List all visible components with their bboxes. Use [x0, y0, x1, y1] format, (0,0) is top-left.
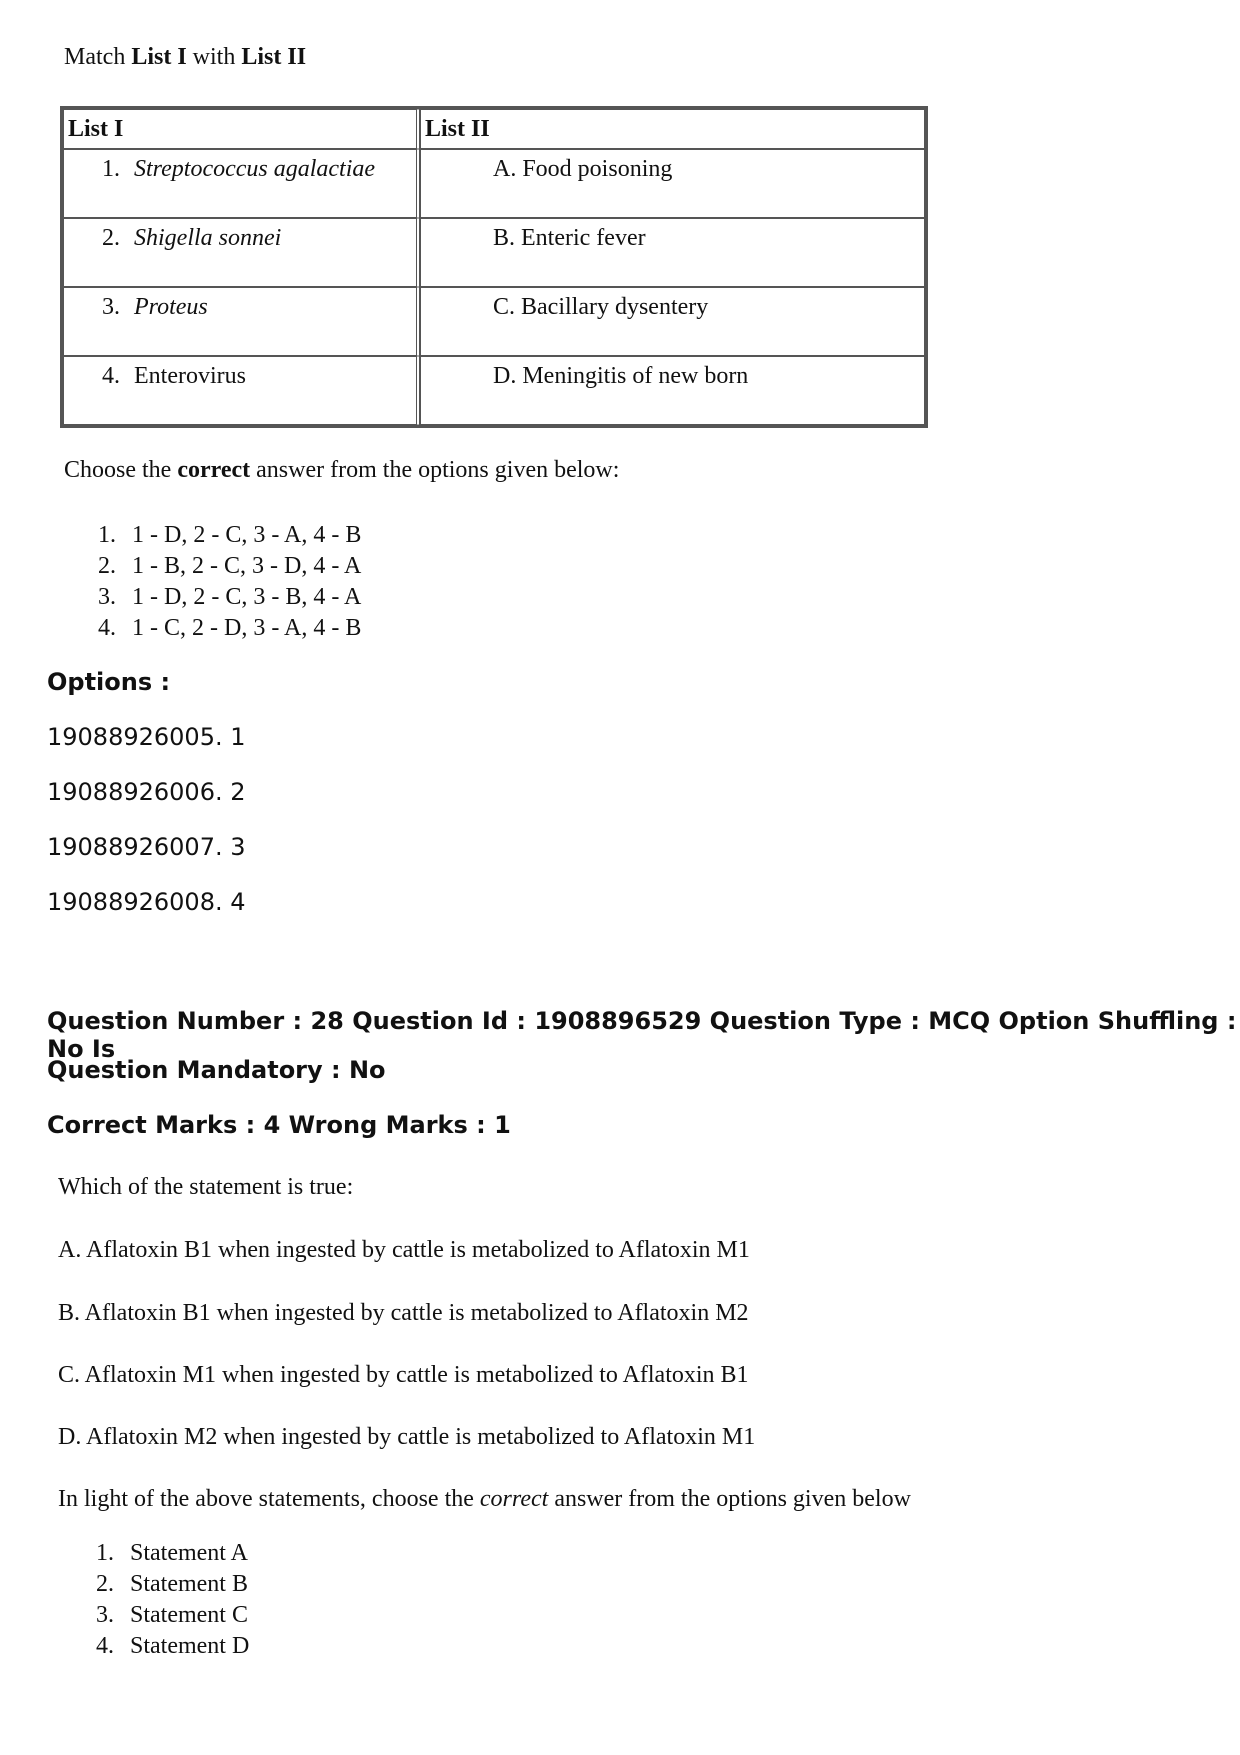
statement-c: C. Aflatoxin M1 when ingested by cattle is metabolized to Aflatoxin B1 — [58, 1362, 749, 1388]
table-row — [63, 149, 925, 218]
item-text: 1 - D, 2 - C, 3 - B, 4 - A — [132, 584, 362, 610]
item-number: 4. — [96, 1633, 114, 1659]
list-two-cell — [420, 287, 925, 356]
marks-line: Correct Marks : 4 Wrong Marks : 1 — [47, 1111, 511, 1139]
choose-bold-word: correct — [177, 457, 251, 483]
list-one-cell — [63, 356, 420, 425]
table-row — [63, 356, 925, 425]
list-one-cell — [63, 287, 420, 356]
item-text: Statement B — [130, 1571, 248, 1597]
statement-a: A. Aflatoxin B1 when ingested by cattle is metabolized to Aflatoxin M1 — [58, 1237, 750, 1263]
disease-name: C. Bacillary dysentery — [493, 294, 709, 320]
question-meta-line: Question Number : 28 Question Id : 1908896529 Question Type : MCQ Option Shuffling : No Is — [47, 1007, 1237, 1063]
intro-list-one: List I — [131, 44, 187, 70]
item-text: 1 - B, 2 - C, 3 - D, 4 - A — [132, 553, 362, 579]
list-item — [96, 1631, 249, 1662]
option-1[interactable]: 19088926005. 1 — [47, 723, 246, 751]
list-item — [98, 582, 361, 613]
intro-prefix: Match — [64, 44, 132, 70]
row-number: 1. — [102, 156, 120, 182]
question-intro — [64, 44, 306, 71]
table-header-row — [63, 109, 925, 149]
item-number: 2. — [98, 553, 116, 579]
item-text: 1 - C, 2 - D, 3 - A, 4 - B — [132, 615, 362, 641]
item-number: 3. — [96, 1602, 114, 1628]
options-label: Options : — [47, 668, 171, 696]
match-table — [60, 106, 928, 428]
list-item — [98, 520, 361, 551]
list-item — [96, 1538, 249, 1569]
answer-combination-list — [98, 520, 361, 644]
statement-d: D. Aflatoxin M2 when ingested by cattle is metabolized to Aflatoxin M1 — [58, 1424, 756, 1450]
choose-prefix: Choose the — [64, 457, 178, 483]
statement-answer-list — [96, 1538, 249, 1662]
item-number: 4. — [98, 615, 116, 641]
intro-list-two: List II — [241, 44, 307, 70]
organism-name: Streptococcus agalactiae — [134, 156, 376, 182]
table-row — [63, 218, 925, 287]
option-3[interactable]: 19088926007. 3 — [47, 833, 246, 861]
list-two-cell — [420, 218, 925, 287]
light-prefix: In light of the above statements, choose the — [58, 1486, 480, 1512]
item-text: 1 - D, 2 - C, 3 - A, 4 - B — [132, 522, 362, 548]
light-instruction — [58, 1486, 911, 1513]
row-number: 2. — [102, 225, 120, 251]
option-2[interactable]: 19088926006. 2 — [47, 778, 246, 806]
disease-name: D. Meningitis of new born — [493, 363, 749, 389]
item-text: Statement D — [130, 1633, 250, 1659]
row-number: 4. — [102, 363, 120, 389]
item-number: 3. — [98, 584, 116, 610]
header-list-one: List I — [63, 109, 420, 149]
organism-name: Shigella sonnei — [134, 225, 282, 251]
light-italic-word: correct — [479, 1486, 549, 1512]
table-row — [63, 287, 925, 356]
disease-name: A. Food poisoning — [493, 156, 673, 182]
item-text: Statement A — [130, 1540, 248, 1566]
list-one-cell — [63, 149, 420, 218]
list-item — [98, 613, 361, 644]
list-two-cell — [420, 149, 925, 218]
option-4[interactable]: 19088926008. 4 — [47, 888, 246, 916]
choose-instruction — [64, 457, 619, 484]
light-suffix: answer from the options given below — [548, 1486, 911, 1512]
organism-name: Enterovirus — [134, 363, 246, 389]
intro-mid: with — [186, 44, 242, 70]
question-mandatory-line: Question Mandatory : No — [47, 1056, 386, 1084]
question-prompt: Which of the statement is true: — [58, 1174, 354, 1200]
header-list-two: List II — [420, 109, 925, 149]
list-item — [98, 551, 361, 582]
statement-b: B. Aflatoxin B1 when ingested by cattle is metabolized to Aflatoxin M2 — [58, 1300, 749, 1326]
list-item — [96, 1569, 249, 1600]
item-text: Statement C — [130, 1602, 248, 1628]
choose-suffix: answer from the options given below: — [250, 457, 620, 483]
list-two-cell — [420, 356, 925, 425]
list-item — [96, 1600, 249, 1631]
item-number: 1. — [96, 1540, 114, 1566]
item-number: 1. — [98, 522, 116, 548]
list-one-cell — [63, 218, 420, 287]
item-number: 2. — [96, 1571, 114, 1597]
row-number: 3. — [102, 294, 120, 320]
disease-name: B. Enteric fever — [493, 225, 646, 251]
organism-name: Proteus — [134, 294, 208, 320]
